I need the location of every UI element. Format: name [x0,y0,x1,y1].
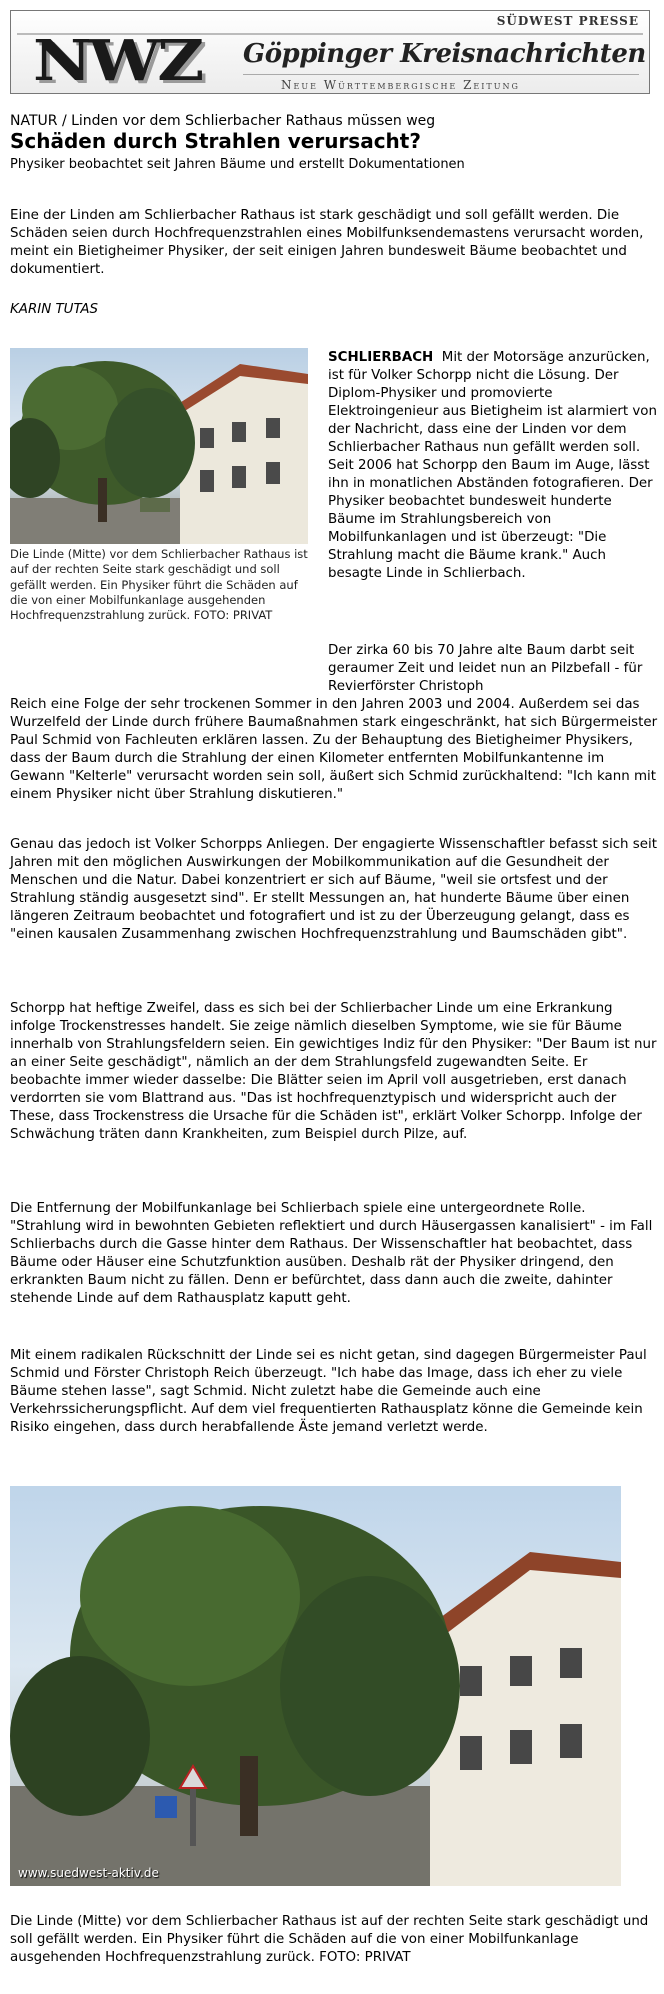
article-author: KARIN TUTAS [10,302,99,317]
dateline: SCHLIERBACH [328,350,434,365]
article-headline: Schäden durch Strahlen verursacht? [10,129,421,153]
masthead-title-divider [243,74,639,75]
article-photo-large [10,1486,621,1886]
article-paragraph-2a: Der zirka 60 bis 70 Jahre alte Baum darbt seit geraumer Zeit und leidet nun an Pilzbefall - für Revierförster Christoph [328,643,643,694]
photo-watermark: www.suedwest-aktiv.de [18,1866,159,1880]
paragraph-1-text: Mit der Motorsäge anzurücken, ist für Volker Schorpp nicht die Lösung. Der Diplom-Physiker und promovierte Elektroingenieur aus Bietigheim ist alarmiert von der Nachricht, dass eine der Linden vor dem Schlierbacher Rathaus nun gefällt werden soll. Seit 2006 hat Schorpp den Baum im Auge, lässt ihn in monatlichen Abständen fotografieren. Der Physiker beobachtet bundesweit hunderte Bäume im Strahlungsbereich von Mobilfunkanlagen und ist überzeugt: "Die Strahlung macht die Bäume krank." Auch besagte Linde in Schlierbach. [328,350,657,581]
article-paragraph-4: Schorpp hat heftige Zweifel, dass es sich bei der Schlierbacher Linde um eine Erkrankung infolge Trockenstresses handelt. Sie zeige nämlich dieselben Symptome, wie sie für Bäume innerhalb von Strahlungsfeldern seien. Ein gewichtiges Indiz für den Physiker: "Der Baum ist nur an einer Seite geschädigt", nämlich an der dem Strahlungsfeld zugewandten Seite. Er beobachte immer wieder dasselbe: Die Blätter seien im April voll ausgetrieben, erst danach verdorrten sie vom Blattrand aus. "Das ist hochfrequenztypisch und widerspricht auch der These, dass Trockenstress die Ursache für die Schäden ist", erklärt Volker Schorpp. Infolge der Schwächung träten dann Krankheiten, zum Beispiel durch Pilze, auf. [10,1001,657,1142]
linden-photo-large-illustration [10,1486,621,1886]
article-photo-small [10,348,308,544]
article-lead: Eine der Linden am Schlierbacher Rathaus ist stark geschädigt und soll gefällt werden. Die Schäden seien durch Hochfrequenzstrahlen eines Mobilfunksendemastens verursacht worden, meint ein Bietigheimer Physiker, der seit einigen Jahren bundesweit Bäume beobachtet und dokumentiert. [10,208,644,277]
article-kicker: NATUR / Linden vor dem Schlierbacher Rathaus müssen weg [10,113,436,129]
article-paragraph-3: Genau das jedoch ist Volker Schorpps Anliegen. Der engagierte Wissenschaftler befasst sich seit Jahren mit den möglichen Auswirkungen der Mobilkommunikation auf die Gesundheit der Menschen und die Natur. Dabei konzentriert er sich auf Bäume, "weil sie ortsfest und der Strahlung ständig ausgesetzt sind". Er stellt Messungen an, hat hunderte Bäume über einen längeren Zeitraum beobachtet und fotografiert und ist zu der Überzeugung gelangt, dass es "einen kausalen Zusammenhang zwischen Hochfrequenzstrahlung und Baumschäden gibt". [10,837,657,942]
article-paragraph-6: Mit einem radikalen Rückschnitt der Linde sei es nicht getan, sind dagegen Bürgermeister Paul Schmid und Förster Christoph Reich überzeugt. "Ich habe das Image, dass ich eher zu viele Bäume stehen lasse", sagt Schmid. Nicht zuletzt habe die Gemeinde auch eine Verkehrssicherungspflicht. Auf dem viel frequentierten Rathausplatz könne die Gemeinde kein Risiko eingehen, dass durch herabfallende Äste jemand verletzt werde. [10,1348,647,1435]
article-paragraph-2b: Reich eine Folge der sehr trockenen Sommer in den Jahren 2003 und 2004. Außerdem sei das Wurzelfeld der Linde durch frühere Baumaßnahmen stark eingeschränkt, hat sich Bürgermeister Paul Schmid von Fachleuten erklären lassen. Zu der Behauptung des Bietigheimer Physikers, dass der Baum durch die Strahlung der einen Kilometer entfernten Mobilfunkantenne im Gewann "Kelterle" verursacht worden sein soll, äußert sich Schmid zurückhaltend: "Ich kann mit einem Physiker nicht über Strahlung diskutieren." [10,697,658,802]
photo-caption-small: Die Linde (Mitte) vor dem Schlierbacher Rathaus ist auf der rechten Seite stark geschädigt und soll gefällt werden. Ein Physiker führt die Schäden auf die von einer Mobilfunkanlage ausgehenden Hochfrequenzstrahlung zurück. FOTO: PRIVAT [10,547,308,623]
nwz-logo: NWZ [33,28,201,94]
newspaper-subtitle: Neue Württembergische Zeitung [281,78,520,92]
publisher-name: SÜDWEST PRESSE [496,14,639,28]
article-paragraph-1 [328,349,658,583]
newspaper-masthead[interactable] [10,10,650,94]
linden-photo-illustration [10,348,308,544]
article-subheadline: Physiker beobachtet seit Jahren Bäume und erstellt Dokumentationen [10,157,465,172]
newspaper-title: Göppinger Kreisnachrichten [243,39,646,69]
photo-caption-large: Die Linde (Mitte) vor dem Schlierbacher Rathaus ist auf der rechten Seite stark geschädigt und soll gefällt werden. Ein Physiker führt die Schäden auf die von einer Mobilfunkanlage ausgehenden Hochfrequenzstrahlung zurück. FOTO: PRIVAT [10,1914,649,1965]
article-paragraph-5: Die Entfernung der Mobilfunkanlage bei Schlierbach spiele eine untergeordnete Rolle. "Strahlung wird in bewohnten Gebieten reflektiert und durch Häusergassen kanalisiert" - im Fall Schlierbachs durch die Gasse hinter dem Rathaus. Der Wissenschaftler hat beobachtet, dass Bäume oder Häuser eine Schutzfunktion ausüben. Deshalb rät der Physiker dringend, den erkrankten Baum nicht zu fällen. Denn er befürchtet, dass dann auch die zweite, dahinter stehende Linde auf dem Rathausplatz kaputt geht. [10,1201,653,1306]
